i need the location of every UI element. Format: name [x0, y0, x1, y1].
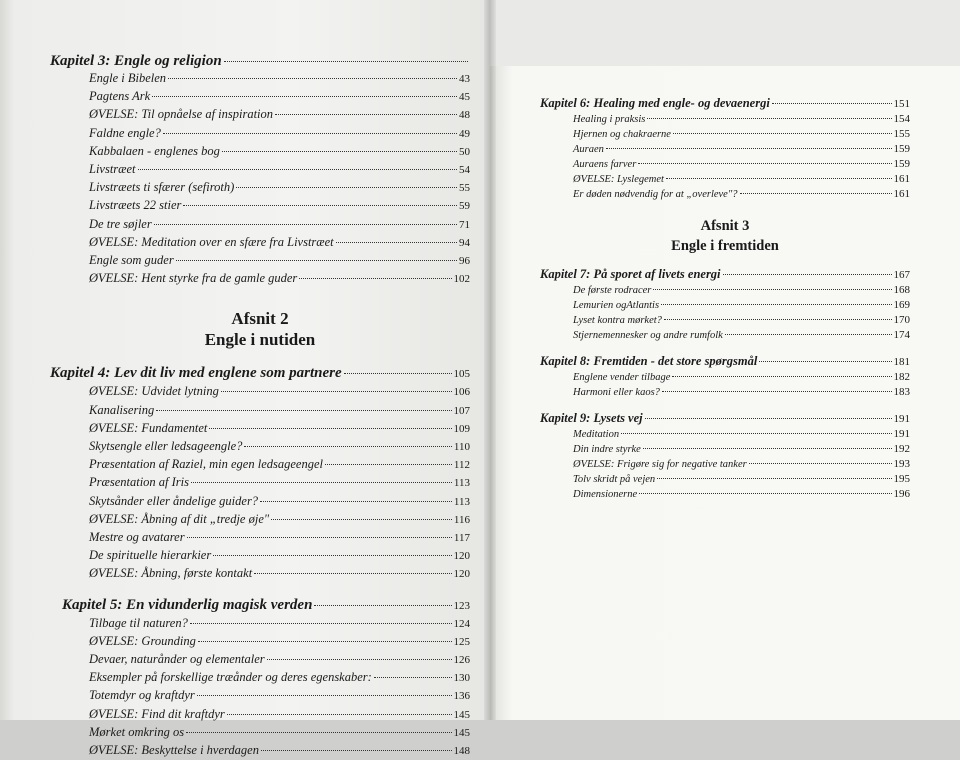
page-number: 106	[453, 386, 470, 399]
dot-leader	[759, 361, 891, 362]
page-number: 112	[453, 459, 470, 472]
entry-title: Kabbalaen - englenes bog	[89, 143, 220, 158]
entry-title: Mestre og avatarer	[89, 530, 185, 545]
dot-leader	[213, 555, 451, 556]
entry-title: Hjernen og chakraerne	[573, 129, 671, 140]
toc-entry	[540, 298, 910, 313]
entry-title: ØVELSE: Åbning, første kontakt	[89, 566, 253, 581]
dot-leader	[260, 501, 452, 502]
dot-leader	[299, 278, 451, 279]
page-number: 161	[893, 173, 910, 185]
toc-entry	[540, 457, 910, 472]
page-number: 159	[893, 158, 910, 170]
toc-entry	[540, 427, 910, 442]
page-number: 161	[893, 188, 910, 200]
page-number: 120	[453, 568, 470, 581]
dot-leader	[647, 118, 891, 119]
page-number: 48	[459, 109, 470, 122]
dot-leader	[244, 446, 451, 447]
page-number: 117	[453, 532, 470, 545]
entry-title: ØVELSE: Find dit kraftdyr	[89, 706, 225, 721]
chapter-title: Kapitel 6: Healing med engle- og devaenergi	[540, 96, 770, 110]
entry-title: Skytsengle eller ledsageengle?	[89, 439, 243, 454]
toc-entry	[50, 420, 470, 438]
page-number: 71	[459, 218, 470, 231]
entry-title: Præsentation af Iris	[89, 475, 190, 490]
dot-leader	[606, 148, 892, 149]
dot-leader	[254, 573, 451, 574]
toc-entry	[50, 687, 470, 705]
toc-entry	[50, 511, 470, 529]
entry-title: Mørket omkring os	[89, 724, 185, 739]
toc-entry	[50, 706, 470, 724]
entry-title: ØVELSE: Meditation over en sfære fra Livstræet	[89, 234, 334, 249]
toc-entry	[540, 442, 910, 457]
entry-title: ØVELSE: Grounding	[89, 633, 196, 648]
page-number: 155	[893, 128, 910, 140]
page-number: 174	[893, 329, 910, 341]
toc-entry	[50, 383, 470, 401]
dot-leader	[666, 178, 892, 179]
page-number: 120	[453, 550, 470, 563]
entry-title: Faldne engle?	[89, 125, 161, 140]
dot-leader	[772, 103, 892, 104]
dot-leader	[154, 224, 457, 225]
page-number: 45	[459, 91, 470, 104]
toc-entry	[540, 385, 910, 400]
toc-entry	[50, 669, 470, 687]
dot-leader	[275, 114, 457, 115]
toc-entry	[50, 493, 470, 511]
toc-entry	[50, 547, 470, 565]
page-number: 113	[453, 495, 470, 508]
page-number: 136	[453, 690, 470, 703]
dot-leader	[657, 478, 891, 479]
dot-leader	[639, 493, 891, 494]
toc-entry	[50, 234, 470, 252]
toc-entry	[540, 328, 910, 343]
toc-entry	[540, 127, 910, 142]
entry-title: Din indre styrke	[573, 444, 641, 455]
entry-title: Harmoni eller kaos?	[573, 387, 660, 398]
dot-leader	[152, 96, 457, 97]
chapter-title: Kapitel 7: På sporet af livets energi	[540, 267, 721, 281]
toc-entry	[540, 283, 910, 298]
dot-leader	[261, 750, 452, 751]
toc-entry	[50, 106, 470, 124]
toc-entry	[50, 474, 470, 492]
dot-leader	[374, 677, 452, 678]
entry-title: Engle i Bibelen	[89, 71, 167, 85]
toc-entry	[50, 615, 470, 633]
dot-leader	[723, 274, 892, 275]
dot-leader	[209, 428, 451, 429]
dot-leader	[661, 304, 891, 305]
toc-entry	[50, 651, 470, 669]
entry-title: Eksempler på forskellige træånder og deres egenskaber:	[89, 670, 372, 685]
page-number: 113	[453, 477, 470, 490]
left-table-of-contents	[50, 52, 470, 760]
page-number: 159	[893, 143, 910, 155]
toc-entry	[50, 456, 470, 474]
page-number: 148	[453, 745, 470, 758]
section-label: Afsnit 2	[231, 309, 289, 329]
entry-title: Tolv skridt på vejen	[573, 474, 656, 485]
dot-leader	[653, 289, 891, 290]
chapter-title: Kapitel 5: En vidunderlig magisk verden	[62, 596, 313, 613]
section-title: Engle i nutiden	[204, 330, 316, 350]
entry-title: Er døden nødvendig for at „overleve"?	[573, 189, 738, 200]
dot-leader	[314, 605, 451, 606]
entry-title: ØVELSE: Til opnåelse af inspiration	[89, 107, 274, 122]
dot-leader	[725, 334, 892, 335]
entry-title: ØVELSE: Hent styrke fra de gamle guder	[89, 271, 298, 286]
toc-entry	[50, 252, 470, 270]
section-label: Afsnit 3	[700, 218, 750, 234]
entry-title: Pagtens Ark	[89, 89, 151, 104]
dot-leader	[749, 463, 892, 464]
entry-title: Auraens farver	[573, 159, 637, 170]
dot-leader	[621, 433, 891, 434]
page-number: 94	[459, 236, 470, 249]
entry-title: Lemurien ogAtlantis	[573, 300, 660, 311]
page-number: 170	[893, 314, 910, 326]
entry-title: ØVELSE: Fundamentet	[89, 420, 208, 435]
chapter-heading	[540, 266, 910, 283]
dot-leader	[176, 260, 457, 261]
section-heading	[540, 216, 910, 256]
page-number: 125	[453, 635, 470, 648]
entry-title: ØVELSE: Åbning af dit „tredje øje"	[89, 511, 270, 526]
chapter-heading	[540, 353, 910, 370]
page-number: 181	[893, 356, 910, 368]
entry-title: Auraen	[573, 144, 604, 155]
dot-leader	[664, 319, 892, 320]
dot-leader	[191, 482, 452, 483]
page-number: 43	[459, 73, 470, 85]
dot-leader	[138, 169, 457, 170]
chapter-heading	[50, 364, 470, 383]
page-number: 193	[893, 458, 910, 470]
toc-entry	[540, 112, 910, 127]
toc-entry	[540, 472, 910, 487]
page-number: 123	[453, 599, 470, 612]
entry-title: De første rodracer	[573, 285, 652, 296]
page-number: 54	[459, 164, 470, 177]
toc-entry	[50, 529, 470, 547]
toc-entry	[50, 216, 470, 234]
page-number: 59	[459, 200, 470, 213]
page-number: 167	[893, 269, 910, 281]
dot-leader	[638, 163, 891, 164]
entry-title: Kanalisering	[89, 402, 155, 417]
dot-leader	[227, 714, 452, 715]
toc-entry	[540, 313, 910, 328]
toc-entry	[50, 125, 470, 143]
page-number: 124	[453, 617, 470, 630]
dot-leader	[672, 376, 891, 377]
dot-leader	[673, 133, 892, 134]
page-number: 183	[893, 386, 910, 398]
entry-title: Healing i praksis	[573, 114, 646, 125]
toc-entry	[540, 157, 910, 172]
page-number: 169	[893, 299, 910, 311]
entry-title: ØVELSE: Lyslegemet	[573, 174, 664, 185]
dot-leader	[198, 641, 452, 642]
dot-leader	[271, 519, 452, 520]
page-number: 116	[453, 513, 470, 526]
toc-entry	[50, 197, 470, 215]
toc-entry	[540, 187, 910, 202]
entry-title: Livstræets ti sfærer (sefiroth)	[89, 180, 235, 195]
page-number: 107	[453, 404, 470, 417]
dot-leader	[336, 242, 457, 243]
chapter-title: Kapitel 9: Lysets vej	[540, 411, 643, 425]
page-number: 102	[453, 273, 470, 286]
dot-leader	[236, 187, 457, 188]
dot-leader	[197, 695, 452, 696]
page-number: 55	[459, 182, 470, 195]
chapter-heading	[50, 52, 470, 70]
toc-entry	[50, 724, 470, 742]
background-surface	[490, 0, 960, 66]
chapter-heading	[540, 95, 910, 112]
dot-leader	[662, 391, 892, 392]
chapter-title: Kapitel 8: Fremtiden - det store spørgsmål	[540, 354, 758, 368]
page-number: 145	[453, 726, 470, 739]
chapter-title: Kapitel 3: Engle og religion	[50, 53, 222, 69]
entry-title: Skytsånder eller åndelige guider?	[89, 493, 259, 508]
book-gutter	[484, 0, 496, 720]
page-number: 151	[893, 98, 910, 110]
page-number: 191	[893, 413, 910, 425]
page-number: 50	[459, 145, 470, 158]
entry-title: Tilbage til naturen?	[89, 615, 188, 630]
page-number: 105	[453, 368, 470, 381]
toc-entry	[540, 172, 910, 187]
toc-entry	[50, 270, 470, 288]
page-number: 109	[453, 422, 470, 435]
page-number: 192	[893, 443, 910, 455]
toc-entry	[50, 88, 470, 106]
toc-entry	[50, 438, 470, 456]
dot-leader	[156, 410, 451, 411]
entry-title: Stjernemennesker og andre rumfolk	[573, 330, 723, 341]
toc-entry	[50, 70, 470, 88]
toc-entry	[50, 742, 470, 760]
entry-title: Lyset kontra mørket?	[573, 315, 662, 326]
page-number: 195	[893, 473, 910, 485]
page-number: 49	[459, 127, 470, 140]
dot-leader	[325, 464, 452, 465]
chapter-heading	[50, 596, 470, 615]
entry-title: Præsentation af Raziel, min egen ledsageengel	[89, 457, 323, 472]
toc-entry	[540, 370, 910, 385]
dot-leader	[187, 537, 452, 538]
dot-leader	[186, 732, 451, 733]
entry-title: Devaer, naturånder og elementaler	[89, 652, 265, 667]
toc-entry	[50, 565, 470, 583]
page-number: 168	[893, 284, 910, 296]
toc-entry	[50, 143, 470, 161]
dot-leader	[267, 659, 452, 660]
dot-leader	[645, 418, 892, 419]
entry-title: De tre søjler	[89, 216, 152, 231]
page-number: 126	[453, 654, 470, 667]
entry-title: Livstræet	[89, 162, 136, 177]
dot-leader	[168, 78, 457, 79]
page-number: 182	[893, 371, 910, 383]
dot-leader	[344, 373, 452, 374]
page-number: 96	[459, 255, 470, 268]
toc-entry	[50, 633, 470, 651]
entry-title: ØVELSE: Frigøre sig for negative tanker	[573, 459, 747, 470]
dot-leader	[224, 61, 468, 62]
chapter-title: Kapitel 4: Lev dit liv med englene som partnere	[50, 365, 342, 382]
right-table-of-contents	[540, 95, 910, 502]
toc-entry	[540, 487, 910, 502]
dot-leader	[643, 448, 892, 449]
page-number: 110	[453, 441, 470, 454]
toc-entry	[50, 402, 470, 420]
entry-title: ØVELSE: Beskyttelse i hverdagen	[89, 743, 259, 758]
entry-title: Englene vender tilbage	[573, 372, 671, 383]
entry-title: Livstræets 22 stier	[89, 198, 182, 213]
dot-leader	[190, 623, 452, 624]
dot-leader	[222, 151, 457, 152]
dot-leader	[740, 193, 892, 194]
toc-entry	[540, 142, 910, 157]
entry-title: Engle som guder	[89, 253, 174, 268]
dot-leader	[183, 205, 457, 206]
toc-entry	[50, 161, 470, 179]
entry-title: Totemdyr og kraftdyr	[89, 688, 195, 703]
entry-title: De spirituelle hierarkier	[89, 548, 212, 563]
entry-title: Dimensionerne	[573, 489, 638, 500]
dot-leader	[163, 133, 457, 134]
toc-entry	[50, 179, 470, 197]
page-number: 145	[453, 708, 470, 721]
page-number: 130	[453, 672, 470, 685]
entry-title: Meditation	[573, 429, 620, 440]
section-heading	[50, 308, 470, 350]
page-number: 154	[893, 113, 910, 125]
dot-leader	[221, 391, 452, 392]
chapter-heading	[540, 410, 910, 427]
page-number: 191	[893, 428, 910, 440]
page-number: 196	[893, 488, 910, 500]
section-title: Engle i fremtiden	[671, 238, 779, 254]
entry-title: ØVELSE: Udvidet lytning	[89, 384, 219, 399]
